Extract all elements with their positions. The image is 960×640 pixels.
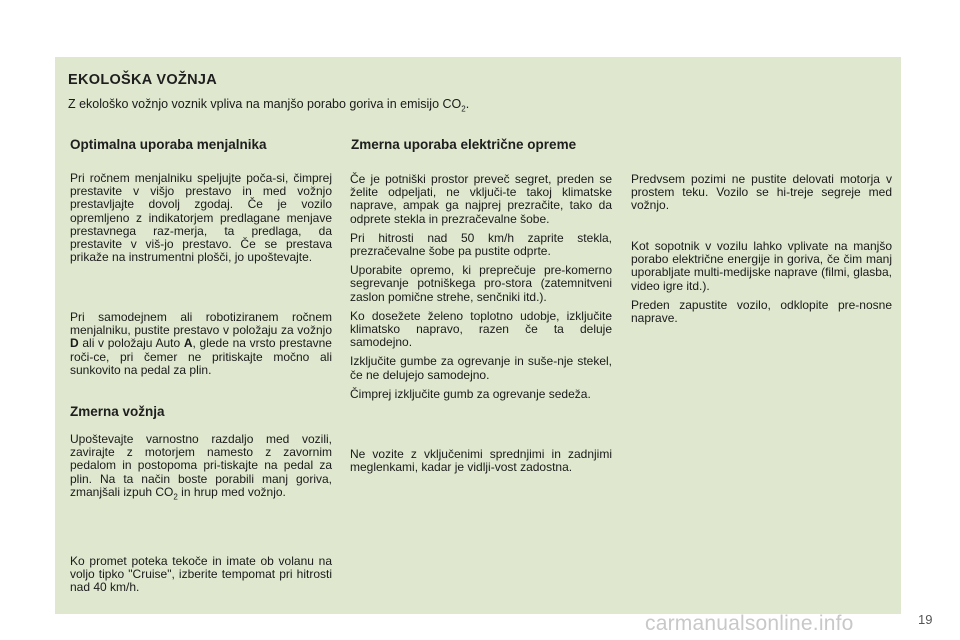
electric-p7-block [350, 448, 612, 474]
heading-gearbox: Optimalna uporaba menjalnika [70, 137, 267, 152]
electric-p2: Pri hitrosti nad 50 km/h zaprite stekla, prezračevalne šobe pa pustite odprte. [350, 230, 612, 259]
page-number: 19 [918, 612, 933, 627]
driving-p1-a: Upoštevajte varnostno razdaljo med vozili, zavirajte z motorjem namesto z zavornim pedalom in postopoma pri-tiskajte na pedal za plin. Na ta način boste porabili manj goriva, zmanjšali izpuh CO [70, 432, 332, 499]
gearbox-p1 [70, 172, 332, 264]
right-p1-block [631, 173, 892, 213]
driving-p2-text: Ko promet poteka tekoče in imate ob volanu na voljo tipko "Cruise", izberite tempomat pri hitrosti nad 40 km/h. [70, 554, 332, 595]
gearbox-p2 [70, 311, 332, 377]
driving-p1-b: in hrup med vožnjo. [177, 484, 286, 499]
heading-driving: Zmerna vožnja [70, 404, 165, 419]
right-p2-block [631, 240, 892, 325]
driving-p1 [70, 433, 332, 503]
driving-p1-subscript: 2 [173, 492, 178, 502]
electric-p4: Ko dosežete želeno toplotno udobje, izključite klimatsko napravo, razen če ta deluje samodejno. [350, 308, 612, 350]
gearbox-p2-c: ali v položaju Auto [78, 336, 184, 351]
electric-paragraphs [350, 173, 612, 401]
electric-p5: Izključite gumbe za ogrevanje in suše-nje stekel, če ne delujejo samodejno. [350, 354, 612, 382]
right-p3: Preden zapustite vozilo, odklopite pre-nosne naprave. [631, 297, 892, 326]
gearbox-p2-a: Pri samodejnem ali robotiziranem ročnem menjalniku, pustite prestavo v položaju za vožnjo [70, 310, 332, 338]
gear-d-label: D [70, 336, 79, 351]
gearbox-p1-text: Pri ročnem menjalniku speljujte poča-si, čimprej prestavite v višjo prestavo in med vožnjo prestavljajte dovolj zgodaj. Če je vozilo opremljeno z indikatorjem predlagane menjave prestavnega raz-merja, ta predlaga, da prestavite v viš-jo prestavo. Če se prestava prikaže na instrumentni plošči, jo upoštevajte. [70, 171, 332, 265]
driving-p2 [70, 555, 332, 595]
intro-subscript: 2 [461, 104, 466, 114]
right-p2: Kot sopotnik v vozilu lahko vplivate na manjšo porabo električne energije in goriva, če čim manj uporabljate multi-medijske naprave (filmi, glasba, video igre itd.). [631, 239, 892, 293]
electric-p6: Čimprej izključite gumb za ogrevanje sedeža. [350, 386, 591, 401]
watermark: carmanualsonline.info [645, 612, 854, 635]
gearbox-p2-e: , glede na vrsto prestavne roči-ce, pri čemer ne pritiskajte močno ali sunkovito na pedal za plin. [70, 336, 332, 377]
page-title: EKOLOŠKA VOŽNJA [68, 72, 217, 88]
driving-p1-text [70, 433, 332, 503]
electric-p3: Uporabite opremo, ki preprečuje pre-komerno segrevanje potniškega pro-stora (zatemnitveni zaslon pomične strehe, senčniki itd.). [350, 263, 612, 304]
gearbox-p2-text [70, 311, 332, 377]
electric-p1: Če je potniški prostor preveč segret, preden se želite odpeljati, ne vključi-te takoj klimatske naprave, ampak ga najprej prezračite, tako da odprete stekla in prezračevalne šobe. [350, 172, 612, 226]
electric-p7: Ne vozite z vključenimi sprednjimi in zadnjimi meglenkami, kadar je vidlji-vost zadostna. [350, 447, 612, 475]
intro-main: Z ekološko vožnjo voznik vpliva na manjšo porabo goriva in emisijo CO [68, 97, 462, 111]
intro-end: . [465, 97, 470, 111]
right-p1: Predvsem pozimi ne pustite delovati motorja v prostem teku. Vozilo se hi-treje segreje med vožnjo. [631, 172, 892, 213]
intro-text [68, 97, 469, 117]
gear-a-label: A [183, 336, 193, 351]
heading-electric: Zmerna uporaba električne opreme [351, 137, 577, 152]
